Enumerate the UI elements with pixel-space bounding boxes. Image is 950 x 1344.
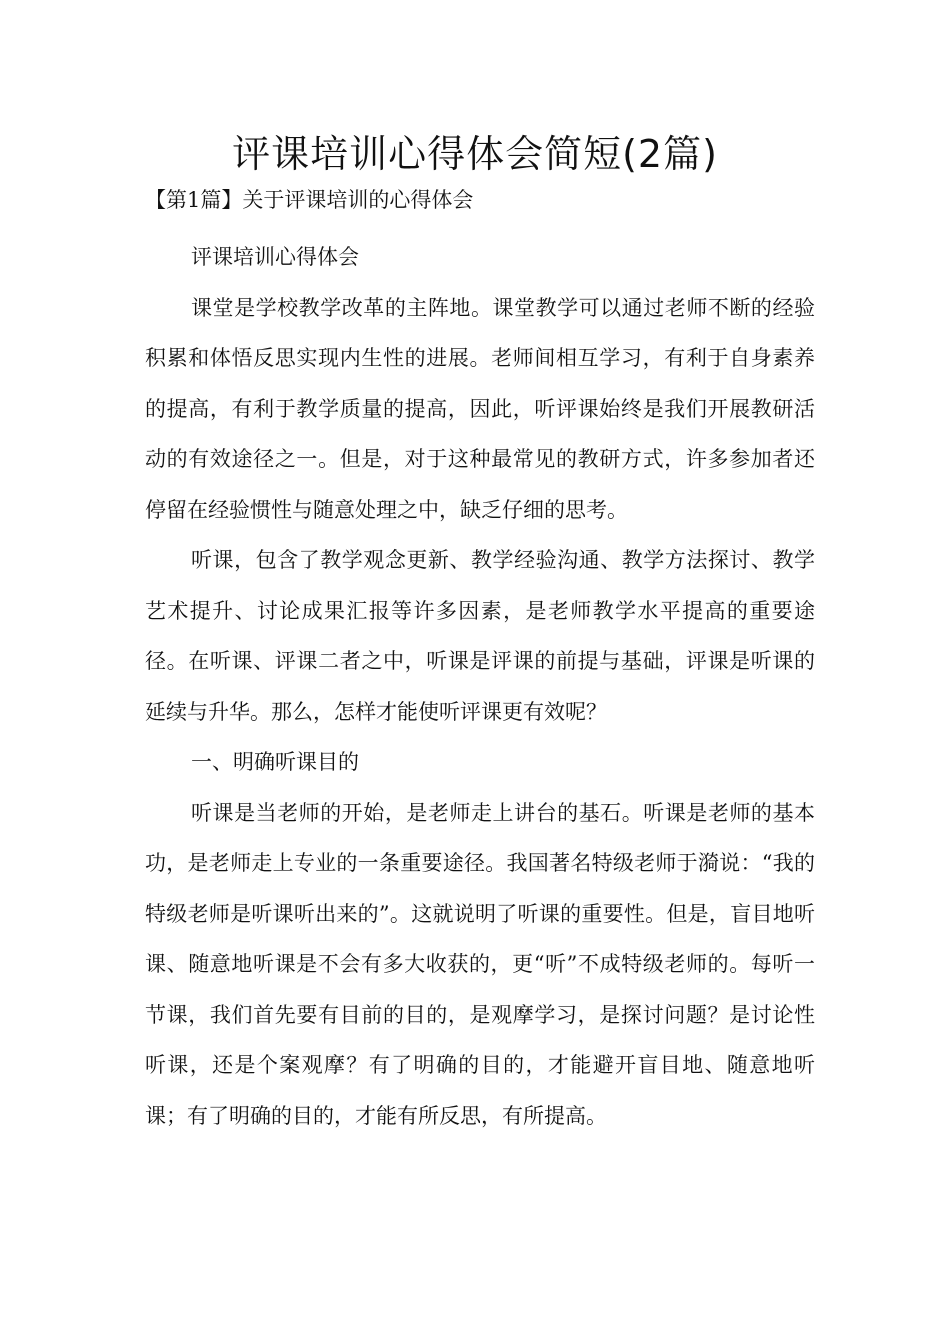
paragraph-heading-1: 一、明确听课目的	[191, 750, 359, 774]
paragraph-3: 听课是当老师的开始，是老师走上讲台的基石。听课是老师的基本功，是老师走上专业的一条重要途径。我国著名特级老师于漪说：“我的特级老师是听课听出来的”。这就说明了听课的重要性。但是，盲目地听课、随意地听课是不会有多大收获的，更“听”不成特级老师的。每听一节课，我们首先要有目前的目的，是观摩学习，是探讨问题？是讨论性听课，还是个案观摩？有了明确的目的，才能避开盲目地、随意地听课；有了明确的目的，才能有所反思，有所提高。	[145, 800, 815, 1128]
section-heading: 【第1篇】关于评课培训的心得体会	[145, 188, 474, 212]
document-title: 评课培训心得体会简短(2篇)	[232, 132, 718, 176]
paragraph-2: 听课，包含了教学观念更新、教学经验沟通、教学方法探讨、教学艺术提升、讨论成果汇报等许多因素，是老师教学水平提高的重要途径。在听课、评课二者之中，听课是评课的前提与基础，评课是听课的延续与升华。那么，怎样才能使听评课更有效呢？	[145, 548, 815, 724]
paragraph-1: 课堂是学校教学改革的主阵地。课堂教学可以通过老师不断的经验积累和体悟反思实现内生性的进展。老师间相互学习，有利于自身素养的提高，有利于教学质量的提高，因此，听评课始终是我们开展教研活动的有效途径之一。但是，对于这种最常见的教研方式，许多参加者还停留在经验惯性与随意处理之中，缺乏仔细的思考。	[145, 295, 815, 522]
paragraph-subtitle: 评课培训心得体会	[191, 245, 359, 269]
document-body	[145, 232, 815, 1141]
